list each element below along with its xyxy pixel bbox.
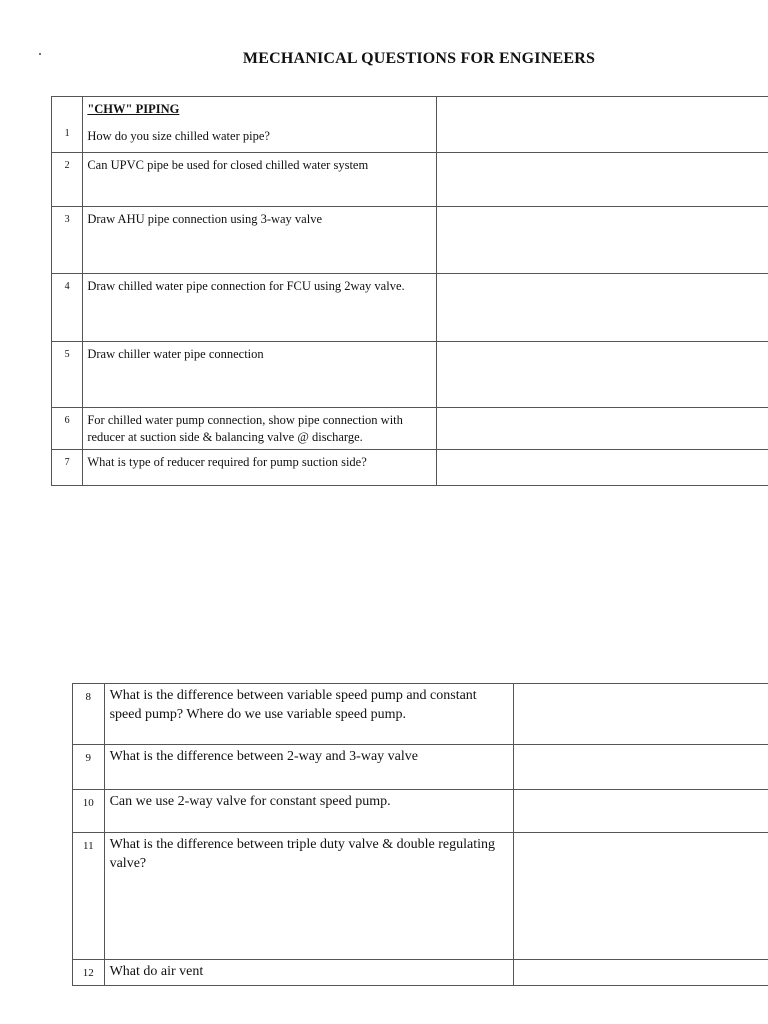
question-number: 5: [52, 342, 83, 408]
question-number: 11: [73, 833, 105, 960]
question-text: Can UPVC pipe be used for closed chilled water system: [83, 153, 437, 207]
question-number: 4: [52, 274, 83, 342]
table-row: [52, 153, 768, 207]
answer-cell[interactable]: [436, 274, 768, 342]
question-number: 6: [52, 408, 83, 450]
question-number: 10: [73, 790, 105, 833]
question-text: What is type of reducer required for pump suction side?: [83, 450, 437, 486]
question-number: 3: [52, 207, 83, 274]
table-row: [52, 97, 768, 153]
table-row: [52, 450, 768, 486]
question-text: Can we use 2-way valve for constant speed pump.: [104, 790, 513, 833]
question-number: [52, 97, 83, 153]
question-number: 2: [52, 153, 83, 207]
question-text: What is the difference between triple duty valve & double regulating valve?: [104, 833, 513, 960]
question-number: 8: [73, 684, 105, 745]
table-row: [73, 684, 768, 745]
answer-cell[interactable]: [513, 745, 768, 790]
pump-valve-question-table: [72, 683, 768, 986]
question-text: Draw chilled water pipe connection for FCU using 2way valve.: [83, 274, 437, 342]
question-text: How do you size chilled water pipe?: [87, 129, 270, 143]
answer-cell[interactable]: [513, 684, 768, 745]
question-text: For chilled water pump connection, show pipe connection with reducer at suction side & balancing valve @ discharge.: [83, 408, 437, 450]
page-title: MECHANICAL QUESTIONS FOR ENGINEERS: [242, 50, 596, 67]
question-number: 12: [73, 960, 105, 986]
table-row: [73, 790, 768, 833]
question-text: What do air vent: [104, 960, 513, 986]
table-row: [73, 833, 768, 960]
question-text: What is the difference between 2-way and 3-way valve: [104, 745, 513, 790]
answer-cell[interactable]: [513, 960, 768, 986]
table-row: [52, 408, 768, 450]
question-text: Draw chiller water pipe connection: [83, 342, 437, 408]
answer-cell[interactable]: [436, 342, 768, 408]
chw-piping-question-table: [51, 96, 768, 486]
answer-cell[interactable]: [436, 97, 768, 153]
answer-cell[interactable]: [436, 207, 768, 274]
answer-cell[interactable]: [436, 450, 768, 486]
table-row: [52, 207, 768, 274]
answer-cell[interactable]: [513, 790, 768, 833]
table-row: [73, 745, 768, 790]
answer-cell[interactable]: [436, 408, 768, 450]
question-text: What is the difference between variable speed pump and constant speed pump? Where do we use variable speed pump.: [104, 684, 513, 745]
question-number-text: 1: [64, 128, 70, 139]
table-row: [73, 960, 768, 986]
answer-cell[interactable]: [436, 153, 768, 207]
table-row: [52, 274, 768, 342]
question-cell: [83, 97, 437, 153]
answer-cell[interactable]: [513, 833, 768, 960]
table-row: [52, 342, 768, 408]
question-text: Draw AHU pipe connection using 3-way valve: [83, 207, 437, 274]
question-number: 7: [52, 450, 83, 486]
section-heading: "CHW" PIPING: [87, 102, 180, 116]
question-number: 9: [73, 745, 105, 790]
